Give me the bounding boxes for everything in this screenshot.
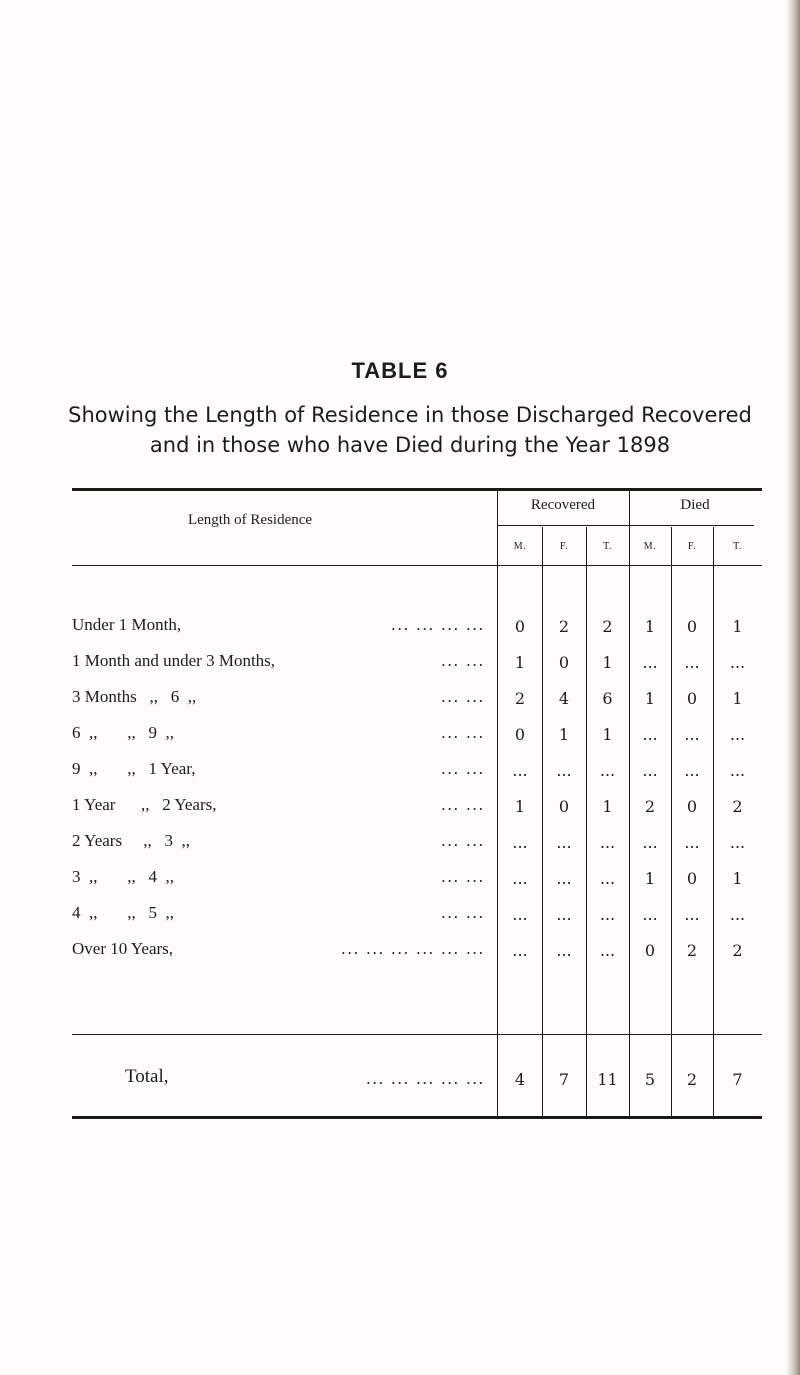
- recovered-m-cell: 0: [514, 725, 526, 744]
- recovered-f-cell: ...: [556, 869, 572, 888]
- recovered-t-cell: 2: [602, 617, 613, 636]
- page-edge-shadow: [786, 0, 800, 1375]
- died-m-cell: 1: [644, 617, 656, 636]
- total-died-t: 7: [732, 1070, 743, 1089]
- recovered-f-cell: ...: [556, 941, 572, 960]
- recovered-t-header: T.: [603, 541, 612, 552]
- row-label: 6 ,, ,, 9 ,,: [72, 723, 174, 742]
- recovered-t-cell: 6: [602, 689, 613, 708]
- died-t-cell: 1: [732, 617, 743, 636]
- top-rule: [72, 488, 762, 491]
- row-label: 1 Year ,, 2 Years,: [72, 795, 217, 814]
- recovered-f-cell: 2: [558, 617, 570, 636]
- length-of-residence-header: Length of Residence: [187, 512, 313, 528]
- recovered-f-cell: 4: [558, 689, 570, 708]
- died-m-cell: ...: [642, 653, 658, 672]
- recovered-m-cell: ...: [512, 941, 528, 960]
- row-leader-dots: ... ... ... ...: [391, 615, 485, 634]
- recovered-t-cell: 1: [602, 797, 613, 816]
- died-m-cell: ...: [642, 761, 658, 780]
- recovered-t-cell: ...: [599, 941, 616, 960]
- died-m-cell: 0: [644, 941, 656, 960]
- row-label: 3 ,, ,, 4 ,,: [72, 867, 174, 886]
- row-leader-dots: ... ...: [441, 651, 485, 670]
- row-leader-dots: ... ...: [441, 723, 485, 742]
- recovered-m-cell: ...: [512, 869, 528, 888]
- recovered-m-cell: ...: [512, 833, 528, 852]
- recovered-header: Recovered: [530, 497, 596, 513]
- died-m-cell: 1: [644, 689, 656, 708]
- recovered-f-cell: 1: [558, 725, 570, 744]
- total-died-f: 2: [686, 1070, 698, 1089]
- recovered-f-cell: ...: [556, 905, 572, 924]
- row-label: 4 ,, ,, 5 ,,: [72, 903, 174, 922]
- recovered-t-cell: ...: [599, 905, 616, 924]
- died-t-cell: ...: [729, 761, 746, 780]
- died-f-cell: ...: [684, 905, 700, 924]
- row-label: Under 1 Month,: [72, 615, 182, 634]
- recovered-f-cell: ...: [556, 761, 572, 780]
- total-recovered-t: 11: [597, 1070, 618, 1089]
- row-leader-dots: ... ...: [441, 795, 485, 814]
- row-leader-dots: ... ...: [441, 759, 485, 778]
- recovered-t-cell: 1: [602, 725, 613, 744]
- recovered-f-cell: 0: [558, 653, 570, 672]
- total-label: Total,: [125, 1066, 169, 1087]
- died-f-cell: 0: [686, 617, 698, 636]
- died-m-cell: ...: [642, 725, 658, 744]
- recovered-t-cell: ...: [599, 833, 616, 852]
- row-leader-dots: ... ...: [441, 687, 485, 706]
- bottom-rule: [72, 1116, 762, 1119]
- died-t-cell: 1: [732, 869, 743, 888]
- died-t-cell: 2: [732, 797, 743, 816]
- subtitle-line-2: and in those who have Died during the Year 1898: [149, 433, 671, 457]
- header-rule: [72, 565, 762, 566]
- died-t-header: T.: [733, 541, 742, 552]
- row-label: 2 Years ,, 3 ,,: [72, 831, 191, 850]
- died-f-cell: ...: [684, 725, 700, 744]
- table-heading: TABLE 6: [351, 358, 449, 383]
- died-f-cell: ...: [684, 761, 700, 780]
- row-leader-dots: ... ...: [441, 867, 485, 886]
- recovered-f-header: F.: [559, 541, 569, 552]
- recovered-t-cell: ...: [599, 761, 616, 780]
- row-label: Over 10 Years,: [72, 939, 174, 958]
- recovered-f-cell: ...: [556, 833, 572, 852]
- recovered-f-cell: 0: [558, 797, 570, 816]
- row-leader-dots: ... ... ... ... ... ...: [341, 939, 485, 958]
- died-f-cell: ...: [684, 833, 700, 852]
- row-label: 9 ,, ,, 1 Year,: [72, 759, 196, 778]
- table-subtitle: [40, 400, 780, 460]
- died-f-cell: 2: [686, 941, 698, 960]
- died-f-cell: 0: [686, 689, 698, 708]
- recovered-m-header: M.: [513, 541, 527, 552]
- died-m-cell: 1: [644, 869, 656, 888]
- recovered-m-cell: 0: [514, 617, 526, 636]
- recovered-m-cell: 1: [514, 797, 526, 816]
- died-m-header: M.: [643, 541, 657, 552]
- died-f-header: F.: [687, 541, 697, 552]
- total-recovered-m: 4: [514, 1070, 526, 1089]
- recovered-m-cell: ...: [512, 905, 528, 924]
- died-m-cell: ...: [642, 833, 658, 852]
- died-t-cell: ...: [729, 833, 746, 852]
- total-died-m: 5: [644, 1070, 656, 1089]
- died-t-cell: 2: [732, 941, 743, 960]
- total-recovered-f: 7: [558, 1070, 570, 1089]
- group-divider: [498, 525, 754, 526]
- row-label: 1 Month and under 3 Months,: [72, 651, 276, 670]
- died-m-cell: ...: [642, 905, 658, 924]
- recovered-m-cell: 1: [514, 653, 526, 672]
- died-f-cell: ...: [684, 653, 700, 672]
- recovered-m-cell: ...: [512, 761, 528, 780]
- died-t-cell: 1: [732, 689, 743, 708]
- recovered-m-cell: 2: [514, 689, 526, 708]
- died-f-cell: 0: [686, 797, 698, 816]
- row-leader-dots: ... ...: [441, 831, 485, 850]
- total-separator-rule: [72, 1034, 762, 1035]
- died-header: Died: [680, 497, 710, 513]
- died-t-cell: ...: [729, 905, 746, 924]
- row-leader-dots: ... ...: [441, 903, 485, 922]
- row-label: 3 Months ,, 6 ,,: [72, 687, 197, 706]
- total-leader-dots: ... ... ... ... ...: [366, 1069, 485, 1088]
- recovered-t-cell: 1: [602, 653, 613, 672]
- died-t-cell: ...: [729, 653, 746, 672]
- subtitle-line-1: Showing the Length of Residence in those Discharged Recovered: [68, 403, 752, 427]
- died-t-cell: ...: [729, 725, 746, 744]
- recovered-t-cell: ...: [599, 869, 616, 888]
- died-m-cell: 2: [644, 797, 656, 816]
- died-f-cell: 0: [686, 869, 698, 888]
